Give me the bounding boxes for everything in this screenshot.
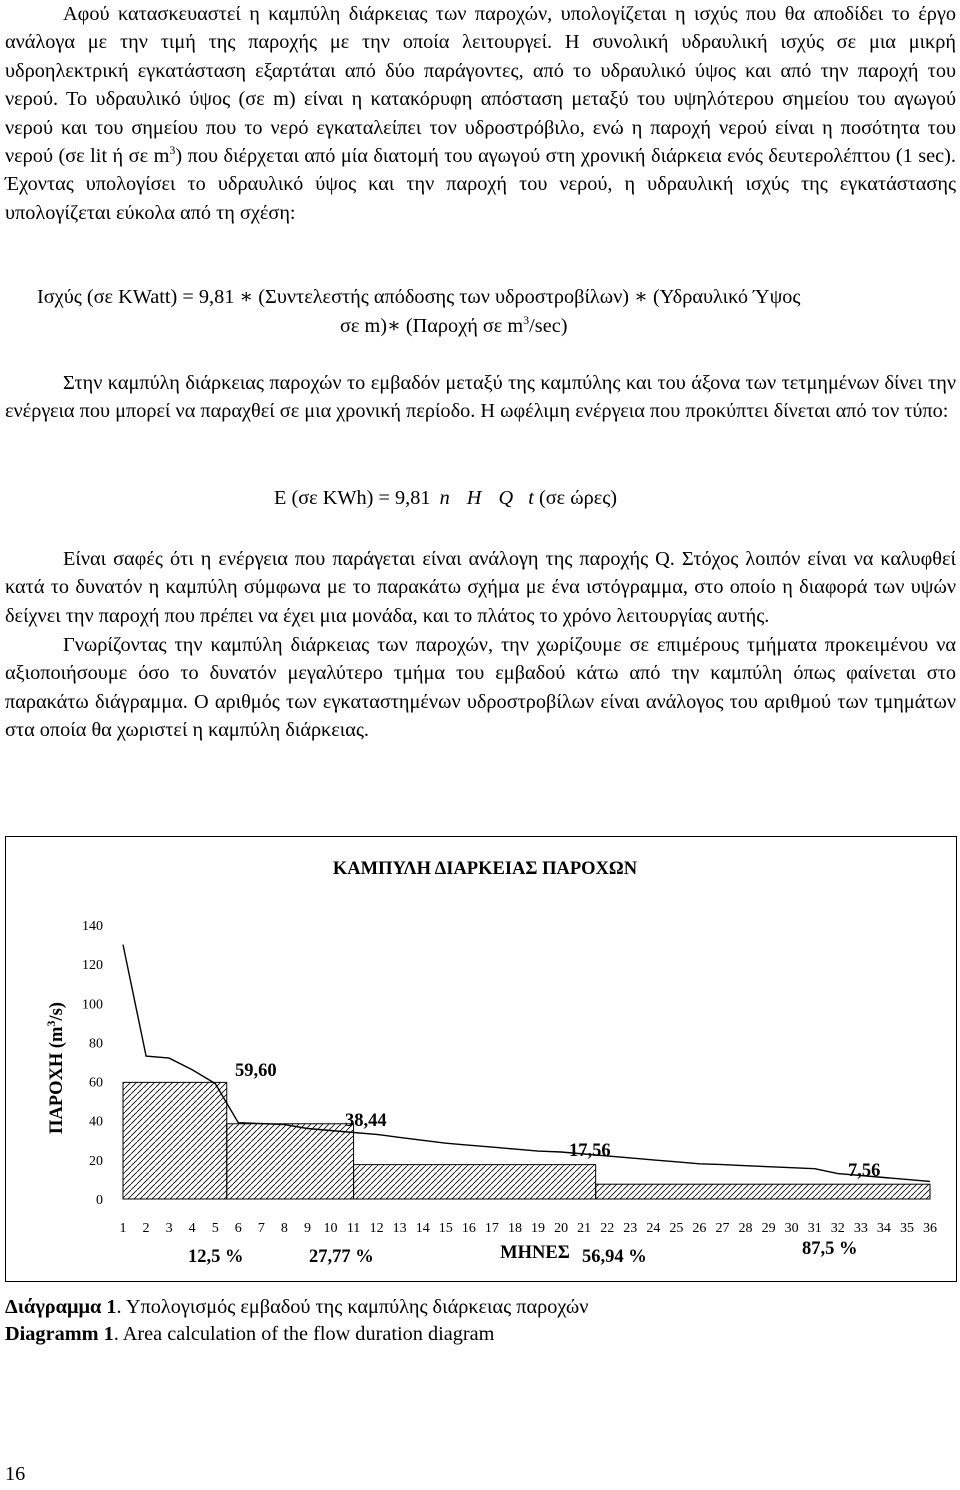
x-tick-label: 13 — [392, 1221, 407, 1236]
formula-variable-n: n — [439, 487, 450, 509]
y-tick-label: 100 — [82, 997, 103, 1013]
paragraph-energy-area: Στην καμπύλη διάρκειας παροχών το εμβαδόν μεταξύ της καμπύλης και του άξονα των τετμημένων δίνει την ενέργεια που μπορεί να παραχθεί σε μια χρονική περίοδο. Η ωφέλιμη ενέργεια που προκύπτει δίνεται από τον τύπο: — [5, 372, 956, 423]
power-formula-line-2 — [340, 312, 567, 340]
y-tick-label: 20 — [89, 1153, 103, 1169]
chart-title: ΚΑΜΠΥΛΗ ΔΙΑΡΚΕΙΑΣ ΠΑΡΟΧΩΝ — [332, 859, 638, 879]
formula-variable-q: Q — [498, 487, 514, 509]
x-tick-label: 19 — [531, 1221, 546, 1236]
energy-formula — [274, 484, 617, 512]
x-axis-label: ΜΗΝΕΣ — [500, 1243, 570, 1263]
chart-frame — [6, 837, 957, 1282]
y-tick-label: 40 — [89, 1114, 103, 1130]
x-tick-label: 3 — [165, 1221, 173, 1236]
x-tick-label: 21 — [577, 1221, 592, 1236]
power-formula-line-1: Ισχύς (σε KWatt) = 9,81 ∗ (Συντελεστής απόδοσης των υδροστροβίλων) ∗ (Υδραυλικό Ύψος — [37, 286, 801, 308]
x-tick-label: 8 — [280, 1221, 288, 1236]
block-value-label: 17,56 — [569, 1141, 611, 1161]
percentage-label: 27,77 % — [309, 1247, 374, 1267]
x-tick-label: 12 — [369, 1221, 384, 1236]
y-tick-label: 0 — [96, 1193, 103, 1208]
x-tick-label: 1 — [119, 1221, 127, 1236]
paragraph-histogram: Είναι σαφές ότι η ενέργεια που παράγεται είναι ανάλογη της παροχής Q. Στόχος λοιπόν είναι να καλυφθεί κατά το δυνατόν η καμπύλη σύμφωνα με το παρακάτω σχήμα με ένα ιστόγραμμα, στο οποίο η διαφορά των υψών δείχνει την παροχή που πρέπει να έχει μια μονάδα, και το πλάτος το χρόνο λειτουργίας αυτής. — [5, 548, 956, 627]
x-tick-label: 28 — [738, 1221, 753, 1236]
x-tick-label: 35 — [899, 1221, 914, 1236]
y-tick-label: 120 — [82, 958, 103, 974]
histogram-block — [596, 1184, 930, 1199]
caption-greek — [5, 1294, 588, 1321]
x-tick-label: 9 — [303, 1221, 311, 1236]
y-axis-label-text: /s) — [47, 1002, 67, 1021]
paragraph-text: Αφού κατασκευαστεί η καμπύλη διάρκειας των παροχών, υπολογίζεται η ισχύς που θα αποδίδει το έργο ανάλογα με την τιμή της παροχής με την οποία λειτουργεί. Η συνολική υδραυλική ισχύς σε μια μικρή υδροηλεκτρική εγκατάσταση εξαρτάται από δύο παράγοντες, από το υδραυλικό ύψος και από την παροχή του νερού. Το υδραυλικό ύψος (σε m) είναι η κατακόρυφη απόσταση μεταξύ του υψηλότερου σημείου του αγωγού νερού και του σημείου που το νερό εγκαταλείπει τον υδροστρόβιλο, ενώ η παροχή νερού είναι η ποσότητα του νερού (σε lit ή σε m — [5, 3, 956, 168]
x-tick-label: 32 — [830, 1221, 845, 1236]
percentage-label: 12,5 % — [188, 1247, 244, 1267]
percentage-label: 87,5 % — [802, 1239, 858, 1259]
formula-text: /sec) — [529, 315, 568, 337]
x-tick-label: 14 — [415, 1221, 430, 1236]
paragraph-text: ) που διέρχεται από μία διατομή του αγωγού στη χρονική διάρκεια ενός δευτερολέπτου (1 sec). Έχοντας υπολογίσει το υδραυλικό ύψος και την παροχή του νερού, η υδραυλική ισχύς της εγκατάστασης υπολογίζεται εύκολα από τη σχέση: — [5, 145, 956, 224]
x-tick-label: 34 — [876, 1221, 891, 1236]
histogram-block — [354, 1165, 596, 1199]
superscript: 3 — [523, 313, 530, 328]
x-tick-label: 20 — [554, 1221, 569, 1236]
y-axis-label-text: ΠΑΡΟΧΗ (m — [47, 1026, 67, 1134]
paragraph-hydraulic-power — [5, 0, 956, 227]
caption-text: . Area calculation of the flow duration diagram — [113, 1323, 495, 1345]
x-tick-label: 25 — [669, 1221, 684, 1236]
caption-english — [5, 1321, 494, 1348]
superscript: 3 — [169, 143, 176, 158]
x-tick-label: 27 — [715, 1221, 730, 1236]
page-number: 16 — [5, 1463, 26, 1485]
histogram-block — [123, 1082, 227, 1199]
x-tick-label: 33 — [853, 1221, 868, 1236]
caption-label: Diagramm 1 — [5, 1323, 114, 1345]
chart-svg — [5, 836, 957, 1282]
x-tick-label: 29 — [761, 1221, 776, 1236]
x-tick-label: 10 — [323, 1221, 338, 1236]
histogram-block — [227, 1124, 354, 1199]
x-tick-label: 26 — [692, 1221, 707, 1236]
y-axis-label-sup: 3 — [44, 1020, 58, 1027]
x-tick-label: 17 — [484, 1221, 499, 1236]
x-tick-label: 23 — [623, 1221, 638, 1236]
formula-variable-t: t — [528, 487, 534, 509]
formula-text: (σε ώρες) — [538, 487, 618, 509]
formula-text: σε m)∗ (Παροχή σε m — [340, 315, 524, 337]
x-tick-label: 7 — [257, 1221, 265, 1236]
x-tick-label: 11 — [346, 1221, 361, 1236]
x-tick-label: 22 — [600, 1221, 615, 1236]
x-tick-label: 31 — [807, 1221, 822, 1236]
percentage-label: 56,94 % — [582, 1247, 647, 1267]
block-value-label: 7,56 — [848, 1161, 881, 1181]
formula-variable-h: H — [466, 487, 482, 509]
x-tick-label: 18 — [507, 1221, 522, 1236]
flow-duration-chart — [5, 836, 957, 1282]
block-value-label: 59,60 — [235, 1061, 277, 1081]
formula-text: E (σε KWh) = 9,81 — [274, 487, 431, 509]
x-tick-label: 5 — [211, 1221, 219, 1236]
x-tick-label: 2 — [142, 1221, 150, 1236]
x-tick-label: 4 — [188, 1221, 196, 1236]
y-tick-label: 60 — [89, 1075, 103, 1091]
x-tick-label: 24 — [646, 1221, 661, 1236]
x-tick-label: 6 — [234, 1221, 242, 1236]
x-tick-label: 16 — [461, 1221, 476, 1236]
y-tick-label: 80 — [89, 1036, 103, 1052]
block-value-label: 38,44 — [345, 1111, 387, 1131]
paragraph-curve-division: Γνωρίζοντας την καμπύλη διάρκειας των παροχών, την χωρίζουμε σε επιμέρους τμήματα προκειμένου να αξιοποιήσουμε όσο το δυνατόν μεγαλύτερο τμήμα του εμβαδού κάτω από την καμπύλη όπως φαίνεται στο παρακάτω διάγραμμα. Ο αριθμός των εγκαταστημένων υδροστροβίλων είναι ανάλογος του αριθμού των τμημάτων στα οποία θα χωριστεί η καμπύλη διάρκειας. — [5, 634, 956, 742]
y-tick-label: 140 — [82, 919, 103, 934]
caption-label: Διάγραμμα 1 — [5, 1296, 117, 1318]
caption-text: . Υπολογισμός εμβαδού της καμπύλης διάρκειας παροχών — [116, 1296, 589, 1318]
x-tick-label: 30 — [784, 1221, 799, 1236]
x-tick-label: 15 — [438, 1221, 453, 1236]
x-tick-label: 36 — [923, 1221, 937, 1236]
